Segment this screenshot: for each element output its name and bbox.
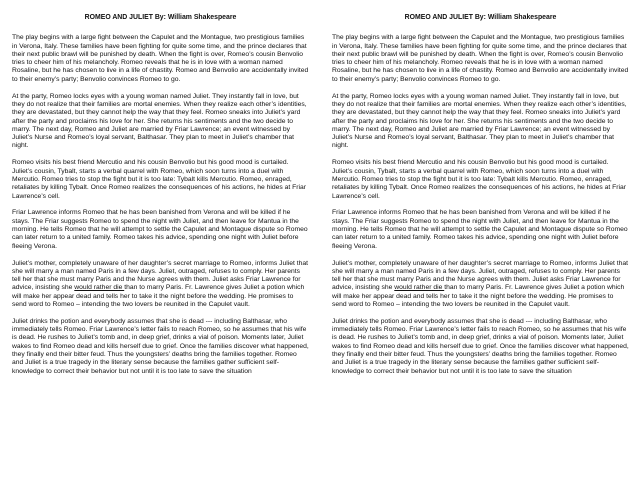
paragraph-3: Romeo visits his best friend Mercutio and his cousin Benvolio but his good mood is curtailed. Juliet’s cousin, Tybalt, starts a verbal quarrel with Romeo, which soon turns into a duel with Mercutio. Romeo tries to stop the fight but it is too late: Tybalt kills Mercutio. Romeo, enraged, retaliates by killing Tybalt. Once Romeo realizes the consequences of his actions, he hides at Friar Lawrence’s cell. <box>12 159 307 200</box>
paragraph-5-underlined-text: would rather die <box>74 284 125 292</box>
paragraph-4: Friar Lawrence informs Romeo that he has been banished from Verona and will be killed if he stays. The Friar suggests Romeo to spend the night with Juliet, and then leave for Mantua in the morning. He tells Romeo that he will attempt to settle the Capulet and Montague dispute so Romeo can later return to a united family. Romeo takes his advice, spending one night with Juliet before fleeing Verona. <box>12 209 308 250</box>
paragraph-6: Juliet drinks the potion and everybody assumes that she is dead --- including Balthasar, who immediately tells Romeo. Friar Lawrence’s letter fails to reach Romeo, so he assumes that his wife is dead. He rushes to Juliet’s tomb and, in deep grief, drinks a vial of poison. Moments later, Juliet wakes to find Romeo dead and kills herself due to grief. Once the families discover what happened, they finally end their bitter feud. Thus the youngsters’ deaths bring the families together. Romeo and Juliet is a true tragedy in the literary sense because the families gather sufficient self-knowledge to correct their behavior but not until it is too late to save the situation <box>332 317 629 375</box>
paragraph-2: At the party, Romeo locks eyes with a young woman named Juliet. They instantly fall in love, but they do not realize that their families are mortal enemies. When they realize each other’s identities, they are devastated, but they cannot help the way that they feel. Romeo sneaks into Juliet’s yard after the party and proclaims his love for her. She returns his sentiments and the two decide to marry. The next day, Romeo and Juliet are married by Friar Lawrence; an event witnessed by Juliet’s Nurse and Romeo’s loyal servant, Balthasar. They plan to meet in Juliet’s chamber that night. <box>332 92 627 150</box>
document-title: ROMEO AND JULIET By: William Shakespeare <box>84 14 237 21</box>
paragraph-5 <box>12 260 309 310</box>
right-column <box>332 14 629 385</box>
paragraph-5-text-before: Juliet’s mother, completely unaware of her daughter’s secret marriage to Romeo, informs Juliet that she will marry a man named Paris in a few days. Juliet, outraged, refuses to comply. Her parents tell her that she must marry Paris and the Nurse agrees with them. Juliet asks Friar Lawrence for advice, insisting she <box>332 259 629 292</box>
paragraph-4: Friar Lawrence informs Romeo that he has been banished from Verona and will be killed if he stays. The Friar suggests Romeo to spend the night with Juliet, and then leave for Mantua in the morning. He tells Romeo that he will attempt to settle the Capulet and Montague dispute so Romeo can later return to a united family. Romeo takes his advice, spending one night with Juliet before fleeing Verona. <box>332 209 628 250</box>
paragraph-5-text-after: than to marry Paris. Fr. Lawrence gives Juliet a potion which will make her appear dead and tells her to take it the night before the wedding. He promises to send word to Romeo – intending the two lovers be reunited in the Capulet vault. <box>12 284 305 308</box>
paragraph-5-text-before: Juliet’s mother, completely unaware of her daughter’s secret marriage to Romeo, informs Juliet that she will marry a man named Paris in a few days. Juliet, outraged, refuses to comply. Her parents tell her that she must marry Paris and the Nurse agrees with them. Juliet asks Friar Lawrence for advice, insisting she <box>12 259 309 292</box>
paragraph-1: The play begins with a large fight between the Capulet and the Montague, two prestigious families in Verona, Italy. These families have been fighting for quite some time, and the prince declares that their next public brawl will be punished by death. When the fight is over, Romeo’s cousin Benvolio tries to cheer him of his melancholy. Romeo reveals that he is in love with a woman named Rosaline, but he has chosen to live in a life of chastity. Romeo and Benvolio are accidentally invited to their enemy’s party; Benvolio convinces Romeo to go. <box>12 34 309 83</box>
paragraph-1: The play begins with a large fight between the Capulet and the Montague, two prestigious families in Verona, Italy. These families have been fighting for quite some time, and the prince declares that their next public brawl will be punished by death. When the fight is over, Romeo’s cousin Benvolio tries to cheer him of his melancholy. Romeo reveals that he is in love with a woman named Rosaline, but he has chosen to live in a life of chastity. Romeo and Benvolio are accidentally invited to their enemy’s party; Benvolio convinces Romeo to go. <box>332 34 629 83</box>
document-title: ROMEO AND JULIET By: William Shakespeare <box>404 14 557 21</box>
left-column <box>12 14 309 385</box>
paragraph-5-underlined-text: would rather die <box>394 284 445 292</box>
paragraph-6: Juliet drinks the potion and everybody assumes that she is dead --- including Balthasar, who immediately tells Romeo. Friar Lawrence’s letter fails to reach Romeo, so he assumes that his wife is dead. He rushes to Juliet’s tomb and, in deep grief, drinks a vial of poison. Moments later, Juliet wakes to find Romeo dead and kills herself due to grief. Once the families discover what happened, they finally end their bitter feud. Thus the youngsters’ deaths bring the families together. Romeo and Juliet is a true tragedy in the literary sense because the families gather sufficient self-knowledge to correct their behavior but not until it is too late to save the situation <box>12 317 309 375</box>
paragraph-5 <box>332 260 629 310</box>
paragraph-3: Romeo visits his best friend Mercutio and his cousin Benvolio but his good mood is curtailed. Juliet’s cousin, Tybalt, starts a verbal quarrel with Romeo, which soon turns into a duel with Mercutio. Romeo tries to stop the fight but it is too late: Tybalt kills Mercutio. Romeo, enraged, retaliates by killing Tybalt. Once Romeo realizes the consequences of his actions, he hides at Friar Lawrence’s cell. <box>332 159 627 200</box>
paragraph-2: At the party, Romeo locks eyes with a young woman named Juliet. They instantly fall in love, but they do not realize that their families are mortal enemies. When they realize each other’s identities, they are devastated, but they cannot help the way that they feel. Romeo sneaks into Juliet’s yard after the party and proclaims his love for her. She returns his sentiments and the two decide to marry. The next day, Romeo and Juliet are married by Friar Lawrence; an event witnessed by Juliet’s Nurse and Romeo’s loyal servant, Balthasar. They plan to meet in Juliet’s chamber that night. <box>12 92 307 150</box>
paragraph-5-text-after: than to marry Paris. Fr. Lawrence gives Juliet a potion which will make her appear dead and tells her to take it the night before the wedding. He promises to send word to Romeo – intending the two lovers be reunited in the Capulet vault. <box>332 284 625 308</box>
